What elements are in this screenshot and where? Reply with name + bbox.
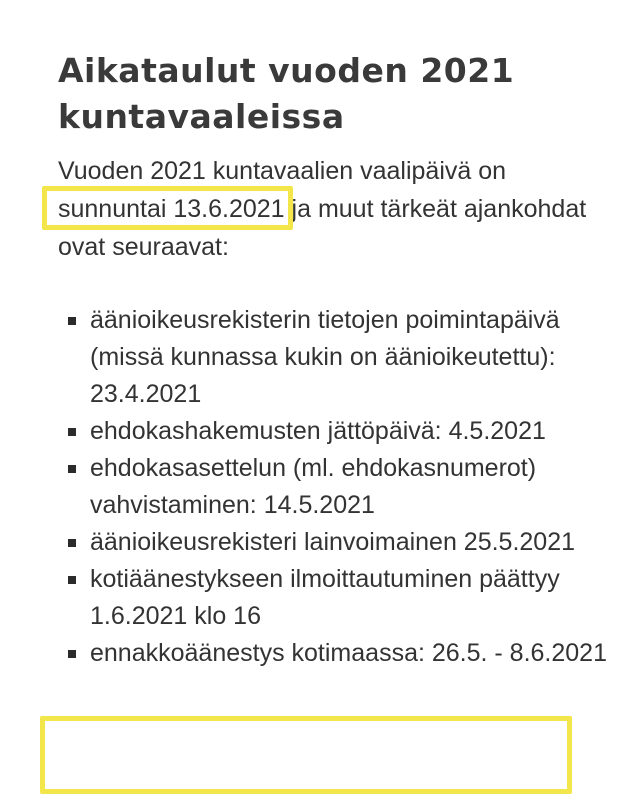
list-item-text: äänioikeusrekisteri lainvoimainen 25.5.2021 xyxy=(90,528,576,556)
list-item-text: ennakkoäänestys kotimaassa: 26.5. - 8.6.2021 xyxy=(90,639,607,667)
bullet-icon xyxy=(68,465,76,473)
article xyxy=(58,48,618,672)
election-day-highlight: sunnuntai 13.6.2021 xyxy=(58,190,285,228)
intro-text-end: ja muut tärkeät ajankohdat ovat seuraavat: xyxy=(58,195,587,261)
schedule-list xyxy=(58,302,618,672)
list-item-text: ehdokasasettelun (ml. ehdokasnumerot) vahvistaminen: 14.5.2021 xyxy=(90,454,537,519)
bullet-icon xyxy=(68,428,76,436)
intro-text-start: Vuoden 2021 kuntavaalien vaalipäivä on xyxy=(58,157,507,185)
page-title: Aikataulut vuoden 2021 kuntavaaleissa xyxy=(58,51,515,136)
list-item-highlighted xyxy=(58,635,618,672)
bullet-icon xyxy=(68,317,76,325)
list-item-text: kotiäänestykseen ilmoittautuminen päättyy 1.6.2021 klo 16 xyxy=(90,565,560,630)
bullet-icon xyxy=(68,576,76,584)
list-item-text: äänioikeusrekisterin tietojen poimintapäivä (missä kunnassa kukin on äänioikeutettu): 23.4.2021 xyxy=(90,306,560,408)
advance-voting-highlight xyxy=(40,716,572,794)
list-item xyxy=(58,450,618,524)
list-item-text: ehdokashakemusten jättöpäivä: 4.5.2021 xyxy=(90,417,546,445)
list-item xyxy=(58,302,618,413)
bullet-icon xyxy=(68,539,76,547)
list-item xyxy=(58,524,618,561)
list-item xyxy=(58,413,618,450)
intro-paragraph xyxy=(58,152,618,266)
list-item xyxy=(58,561,618,635)
bullet-icon xyxy=(68,650,76,658)
